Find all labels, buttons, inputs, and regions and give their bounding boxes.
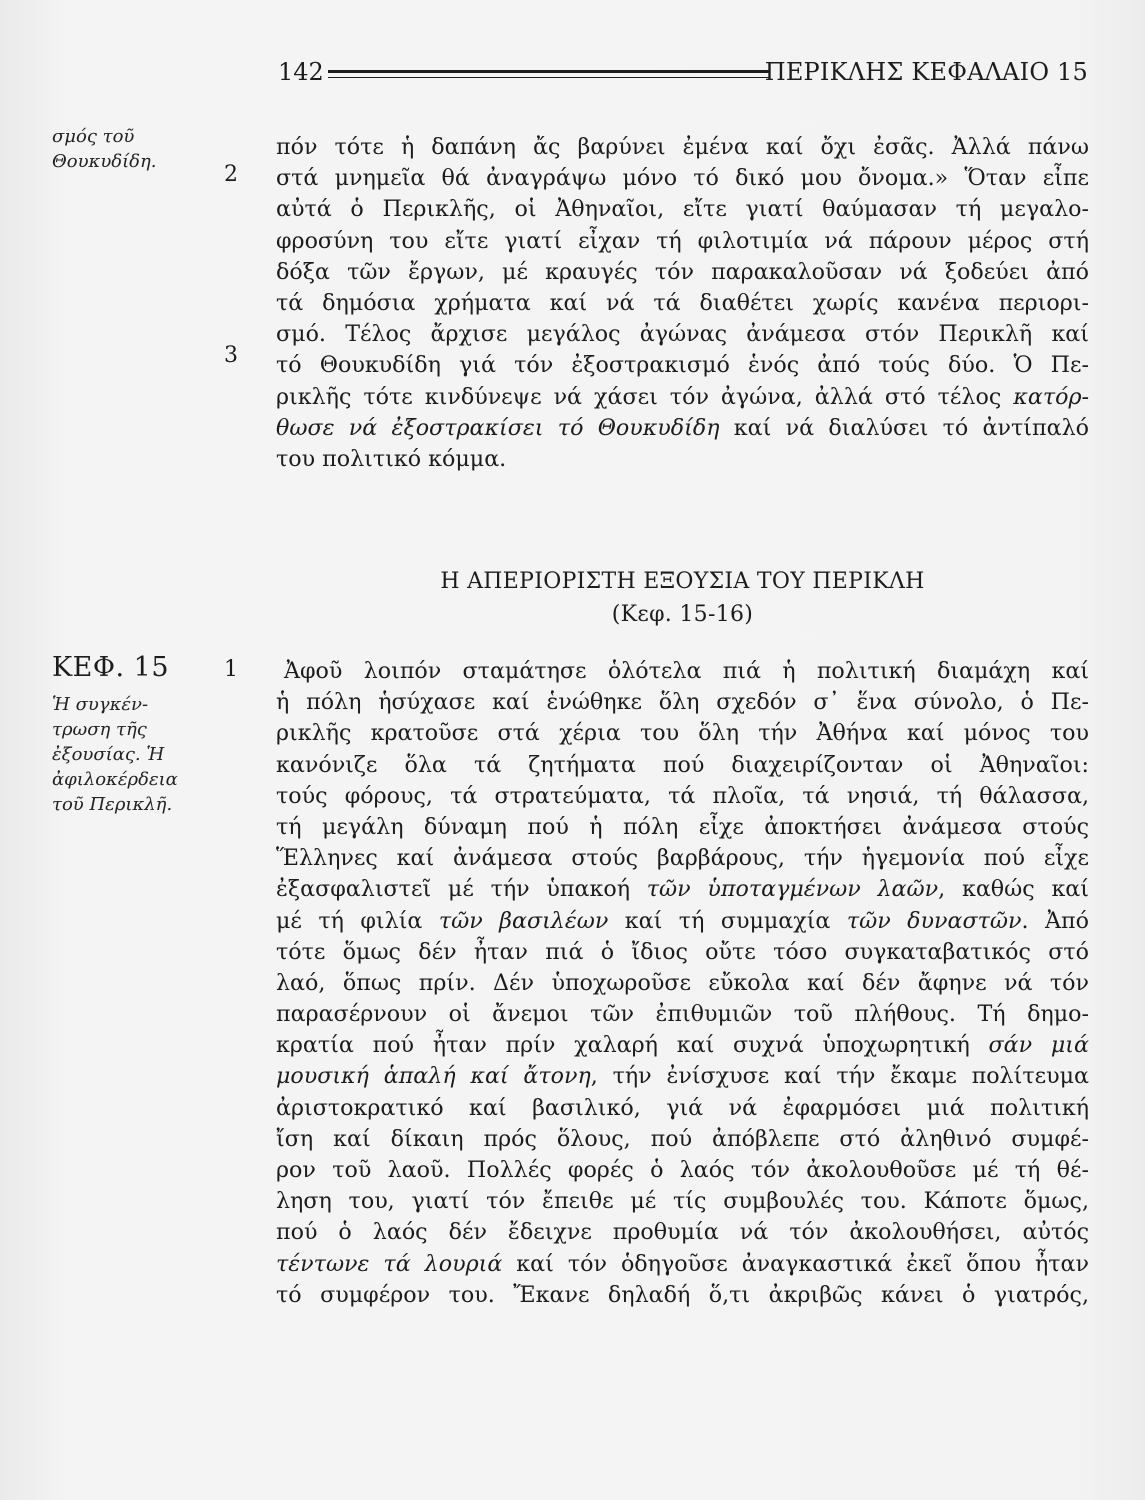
text-line: τό συμφέρον του. Ἔκανε δηλαδή ὅ,τι ἀκριβῶς κάνει ὁ γιατρός, — [276, 1281, 1089, 1308]
margin-note-line: Θουκυδίδη. — [52, 151, 157, 172]
text-line: τά δημόσια χρήματα καί νά τά διαθέτει χωρίς κανένα περιορι- — [276, 289, 1089, 316]
text-line: ρικλῆς κρατοῦσε στά χέρια του ὅλη τήν Ἀθήνα καί μόνος του — [276, 720, 1089, 747]
chapter-note-line: τοῦ Περικλῆ. — [52, 794, 173, 815]
chapter-margin-note — [52, 692, 192, 817]
text-line: ἡ πόλη ἡσύχασε καί ἑνώθηκε ὅλη σχεδόν σ᾽ ἕνα σύνολο, ὁ Πε- — [276, 689, 1089, 716]
text-line: τό Θουκυδίδη γιά τόν ἐξοστρακισμό ἑνός ἀπό τούς δύο. Ὁ Πε- — [276, 352, 1089, 379]
chapter-note-line: τρωση τῆς — [52, 719, 147, 740]
running-header — [278, 56, 1088, 92]
chapter-note-line: Ἡ συγκέν- — [52, 694, 149, 715]
page-number: 142 — [278, 58, 324, 86]
text-line: ἀριστοκρατικό καί βασιλικό, γιά νά ἐφαρμόσει μιά πολιτική — [276, 1094, 1089, 1121]
text-line: του πολιτικό κόμμα. — [276, 445, 507, 472]
text-line: τέντωνε τά λουριά καί τόν ὁδηγοῦσε ἀναγκαστικά ἐκεῖ ὅπου ἦταν — [276, 1250, 1089, 1277]
text-line: κανόνιζε ὅλα τά ζητήματα πού διαχειρίζονταν οἱ Ἀθηναῖοι: — [276, 751, 1089, 778]
text-line: Ἀφοῦ λοιπόν σταμάτησε ὁλότελα πιά ἡ πολιτική διαμάχη καί — [284, 658, 1089, 684]
margin-note-line: σμός τοῦ — [52, 126, 135, 147]
text-line: μέ τή φιλία τῶν βασιλέων καί τή συμμαχία τῶν δυναστῶν. Ἀπό — [276, 907, 1089, 934]
text-line: φροσύνη του εἴτε γιατί εἶχαν τή φιλοτιμία νά πάρουν μέρος στή — [276, 227, 1089, 254]
text-line: κρατία πού ἦταν πρίν χαλαρή καί συχνά ὑποχωρητική σάν μιά — [276, 1032, 1089, 1059]
text-line: θωσε νά ἐξοστρακίσει τό Θουκυδίδη καί νά διαλύσει τό ἀντίπαλό — [276, 414, 1089, 441]
chapter-note-line: ἐξουσίας. Ἡ — [52, 744, 165, 765]
text-line: ἴση καί δίκαιη πρός ὅλους, πού ἀπόβλεπε στό ἀληθινό συμφέ- — [276, 1125, 1089, 1152]
text-line: μουσική ἁπαλή καί ἄτονη, τήν ἐνίσχυσε καί τήν ἔκαμε πολίτευμα — [276, 1063, 1089, 1090]
paragraph-number: 2 — [224, 162, 238, 187]
text-line: λαό, ὅπως πρίν. Δέν ὑποχωροῦσε εὔκολα καί δέν ἄφηνε νά τόν — [276, 969, 1089, 996]
paragraph-number: 3 — [224, 343, 238, 368]
paragraph-number: 1 — [224, 657, 238, 682]
text-line: Ἕλληνες καί ἀνάμεσα στούς βαρβάρους, τήν ἡγεμονία πού εἶχε — [276, 845, 1089, 872]
text-line: τή μεγάλη δύναμη πού ἡ πόλη εἶχε ἀποκτήσει ἀνάμεσα στούς — [276, 813, 1089, 840]
text-line: πόν τότε ἡ δαπάνη ἄς βαρύνει ἐμένα καί ὄχι ἐσᾶς. Ἀλλά πάνω — [276, 134, 1089, 160]
running-title: ΠΕΡΙΚΛΗΣ ΚΕΦΑΛΑΙΟ 15 — [764, 58, 1088, 86]
chapter-note-line: ἀφιλοκέρδεια — [52, 769, 178, 790]
text-line: πού ὁ λαός δέν ἔδειχνε προθυμία νά τόν ἀκολουθήσει, αὐτός — [276, 1219, 1089, 1246]
text-block-second — [276, 656, 1089, 1311]
margin-note-top — [52, 124, 157, 174]
text-line: σμό. Τέλος ἄρχισε μεγάλος ἀγώνας ἀνάμεσα στόν Περικλῆ καί — [276, 321, 1089, 348]
text-line: αὐτά ὁ Περικλῆς, οἱ Ἀθηναῖοι, εἴτε γιατί θαύμασαν τή μεγαλο- — [276, 196, 1089, 223]
text-line: δόξα τῶν ἔργων, μέ κραυγές τόν παρακαλοῦσαν νά ξοδεύει ἀπό — [276, 258, 1089, 285]
header-rule — [328, 70, 770, 73]
text-line: ἐξασφαλιστεῖ μέ τήν ὑπακοή τῶν ὑποταγμένων λαῶν, καθώς καί — [276, 876, 1089, 903]
text-line: ρικλῆς τότε κινδύνεψε νά χάσει τόν ἀγώνα, ἀλλά στό τέλος κατόρ- — [276, 383, 1089, 410]
text-line: ρον τοῦ λαοῦ. Πολλές φορές ὁ λαός τόν ἀκολουθοῦσε μέ τή θέ- — [276, 1157, 1089, 1183]
text-line: τούς φόρους, τά στρατεύματα, τά πλοῖα, τά νησιά, τή θάλασσα, — [276, 782, 1089, 809]
text-block-first — [276, 132, 1089, 475]
text-line: τότε ὅμως δέν ἦταν πιά ὁ ἴδιος οὔτε τόσο συγκαταβατικός στό — [276, 938, 1089, 965]
text-line: ληση του, γιατί τόν ἔπειθε μέ τίς συμβουλές του. Κάποτε ὅμως, — [276, 1188, 1089, 1215]
text-line: στά μνημεῖα θά ἀναγράψω μόνο τό δικό μου ὄνομα.» Ὅταν εἶπε — [276, 165, 1089, 192]
chapter-label: ΚΕΦ. 15 — [52, 652, 170, 683]
text-line: παρασέρνουν οἱ ἄνεμοι τῶν ἐπιθυμιῶν τοῦ πλήθους. Τή δημο- — [276, 1001, 1089, 1028]
section-subheading: (Κεφ. 15-16) — [611, 602, 754, 627]
section-heading: Η ΑΠΕΡΙΟΡΙΣΤΗ ΕΞΟΥΣΙΑ ΤΟΥ ΠΕΡΙΚΛΗ — [440, 569, 925, 594]
